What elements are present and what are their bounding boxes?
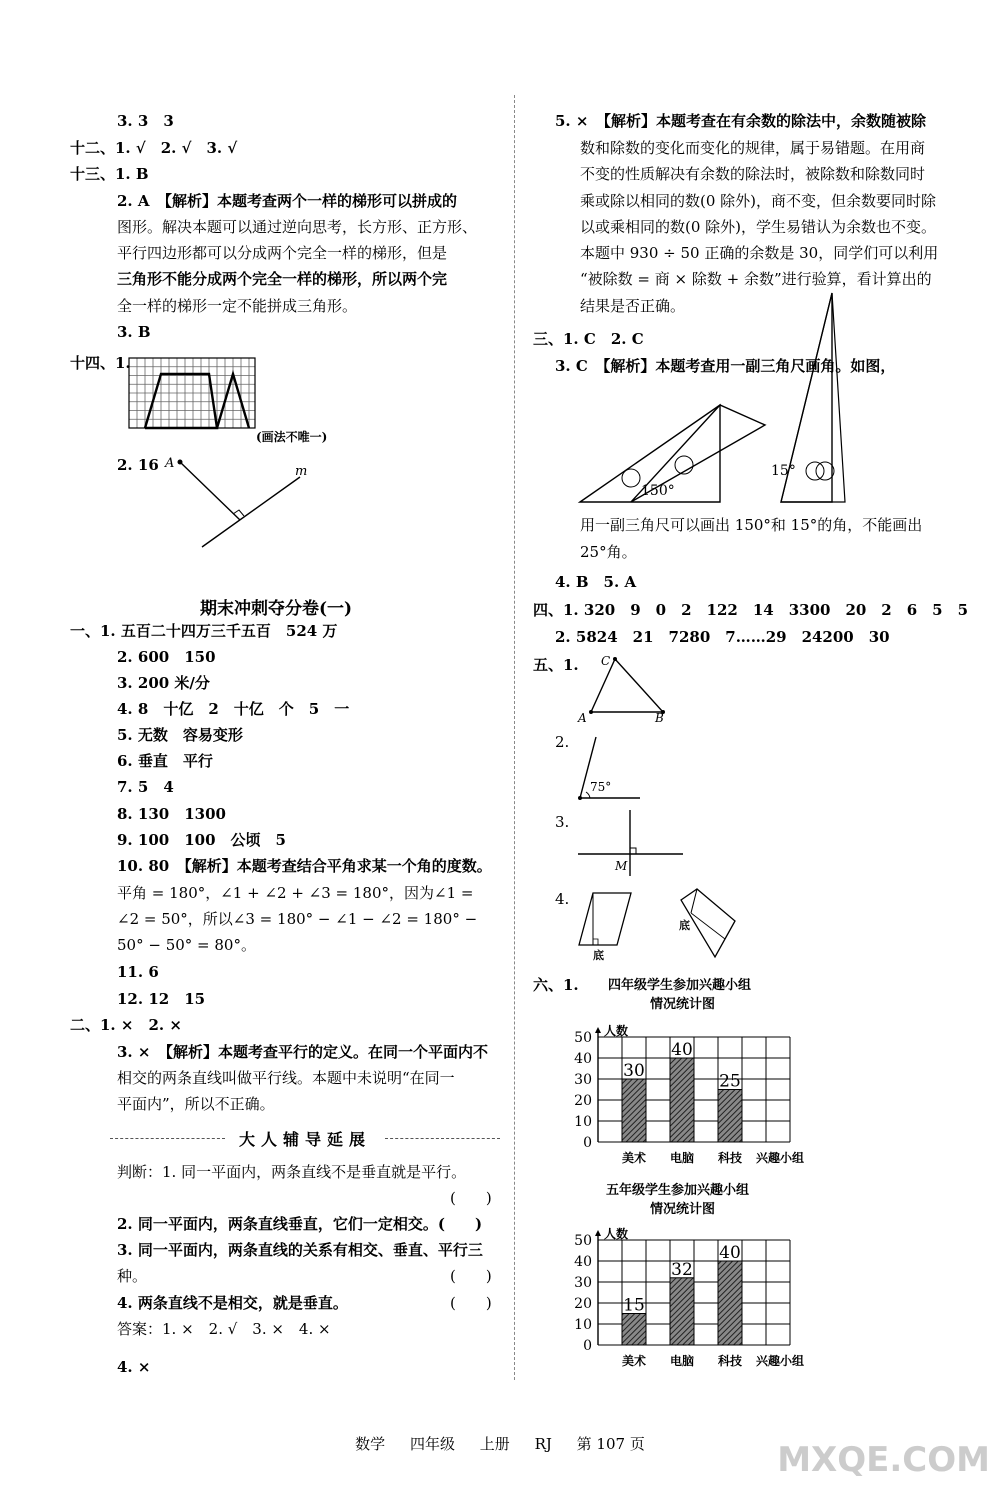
footer-grade: 四年级: [409, 1435, 455, 1453]
left-line: 3. B: [117, 323, 151, 341]
y-tick-label: 20: [574, 1093, 592, 1109]
left-line: 十二、1. √ 2. √ 3. √: [70, 139, 238, 157]
chart1-title-line1: 四年级学生参加兴趣小组: [608, 978, 752, 993]
left-line: 7. 5 4: [117, 778, 174, 796]
bar: [670, 1058, 694, 1142]
left-line: 5. 无数 容易变形: [117, 726, 243, 744]
left-line: 平行四边形都可以分成两个完全一样的梯形，但是: [117, 244, 448, 262]
category-label: 美术: [621, 1151, 647, 1165]
bar: [622, 1314, 646, 1346]
y-tick-label: 10: [574, 1317, 592, 1333]
vertex-b-label: B: [655, 711, 664, 724]
left-line: 一、1. 五百二十四万三千五百 524 万: [70, 622, 338, 640]
left-line: 8. 130 1300: [117, 805, 226, 823]
category-label: 电脑: [669, 1354, 695, 1368]
right-line: 本题中 930 ÷ 50 正确的余数是 30，同学们可以利用: [580, 244, 939, 262]
bar-value-label: 40: [719, 1243, 741, 1263]
footer-page: 第 107 页: [576, 1435, 645, 1453]
y-tick-label: 30: [574, 1072, 592, 1088]
left-line: 十四、1.: [70, 354, 131, 372]
right-line: 25°角。: [580, 543, 637, 561]
banner-rule-left: [110, 1138, 225, 1139]
left-line: 4. 8 十亿 2 十亿 个 5 一: [117, 700, 350, 718]
bar-value-label: 30: [623, 1061, 645, 1081]
right-line: 3.: [555, 813, 570, 831]
right-line: 用一副三角尺可以画出 150°和 15°的角，不能画出: [580, 516, 923, 534]
left-line: 图形。解决本题可以通过逆向思考，长方形、正方形、: [117, 218, 478, 236]
y-tick-label: 0: [583, 1135, 592, 1151]
right-line: 数和除数的变化而变化的规律，属于易错题。在用商: [580, 139, 926, 157]
left-line: 9. 100 100 公顷 5: [117, 831, 286, 849]
right-line: 2.: [555, 733, 570, 751]
left-line: 4. 两条直线不是相交，就是垂直。: [117, 1294, 348, 1312]
footer-subject: 数学: [355, 1435, 386, 1453]
angle-150-label: 150°: [641, 483, 675, 499]
heights-figure: [575, 885, 775, 963]
y-tick-label: 30: [574, 1275, 592, 1291]
right-line: 5. × 【解析】本题考查在有余数的除法中，余数随被除: [555, 112, 926, 130]
grid-note: (画法不唯一): [256, 430, 328, 444]
left-line: 6. 垂直 平行: [117, 752, 213, 770]
left-line: 平角 = 180°，∠1 + ∠2 + ∠3 = 180°，因为∠1 =: [117, 884, 474, 902]
bar-value-label: 40: [671, 1040, 693, 1060]
y-tick-label: 50: [574, 1030, 592, 1046]
extension-title: 大人辅导延展: [238, 1130, 371, 1149]
watermark: MXQE.COM: [777, 1440, 990, 1480]
y-tick-label: 40: [574, 1254, 592, 1270]
left-line: 二、1. × 2. ×: [70, 1016, 182, 1034]
right-line: 五、1.: [533, 656, 579, 674]
set-square-figure: [575, 275, 865, 510]
chart2-title-line2: 情况统计图: [650, 1202, 716, 1217]
left-line: ∠2 = 50°，所以∠3 = 180° − ∠1 − ∠2 = 180° −: [117, 910, 478, 928]
point-a-label: A: [165, 456, 175, 471]
right-line: 不变的性质解决有余数的除法时，被除数和除数同时: [580, 165, 926, 183]
triangle-abc-figure: [575, 652, 675, 724]
left-line: 平面内”，所以不正确。: [117, 1095, 275, 1113]
right-line: 乘或除以相同的数(0 除外)，商不变，但余数要同时除: [580, 192, 937, 210]
left-line: 2. 600 150: [117, 648, 216, 666]
left-line: 3. × 【解析】本题考查平行的定义。在同一个平面内不: [117, 1043, 488, 1061]
chart1-svg: [560, 1015, 840, 1170]
right-line: 2. 5824 21 7280 7……29 24200 30: [555, 628, 890, 646]
y-tick-label: 10: [574, 1114, 592, 1130]
right-line: 4. B 5. A: [555, 573, 637, 591]
bar: [718, 1090, 742, 1143]
bar-value-label: 15: [623, 1295, 645, 1316]
y-axis-arrow: [595, 1230, 601, 1236]
right-line: “被除数 = 商 × 除数 + 余数”进行验算，看计算出的: [580, 270, 932, 288]
footer-volume: 上册: [479, 1435, 510, 1453]
left-line: 50° − 50° = 80°。: [117, 936, 256, 954]
y-tick-label: 40: [574, 1051, 592, 1067]
left-line: ( ): [450, 1267, 492, 1285]
left-line: 3. 3 3: [117, 112, 174, 130]
left-line: 12. 12 15: [117, 990, 206, 1008]
y-axis-arrow: [595, 1027, 601, 1033]
right-line: 3. C 【解析】本题考查用一副三角尺画角。如图，: [555, 357, 896, 375]
trapezoid-shape: [145, 374, 217, 428]
left-line: 十三、1. B: [70, 165, 149, 183]
point-m-label: M: [615, 859, 628, 873]
bar-value-label: 32: [671, 1259, 693, 1280]
right-line: 4.: [555, 890, 570, 908]
base-label-2: 底: [679, 919, 690, 932]
line-m-label: m: [295, 464, 308, 479]
right-line: 结果是否正确。: [580, 297, 686, 315]
x-axis-label: 兴趣小组: [755, 1354, 805, 1368]
y-axis-label: 人数: [604, 1024, 629, 1038]
bar: [670, 1278, 694, 1345]
right-line: 以或乘相同的数(0 除外)，学生易错认为余数也不变。: [580, 218, 937, 236]
left-line: 全一样的梯形一定不能拼成三角形。: [117, 297, 358, 315]
grid-figure: [128, 357, 368, 447]
bar: [622, 1079, 646, 1142]
category-label: 电脑: [669, 1151, 695, 1165]
vertex-a-label: A: [578, 711, 587, 724]
perpendicular-m-figure: [575, 808, 690, 880]
left-line: 种。: [117, 1267, 148, 1285]
angle-75-label: 75°: [590, 780, 612, 794]
left-line: 三角形不能分成两个完全一样的梯形，所以两个完: [117, 270, 448, 288]
banner-rule-right: [385, 1138, 500, 1139]
left-line: 判断：1. 同一平面内，两条直线不是垂直就是平行。: [117, 1163, 467, 1181]
left-line: 11. 6: [117, 963, 159, 981]
section-heading: 期末冲刺夺分卷(一): [200, 599, 353, 619]
right-line: 六、1.: [533, 976, 579, 994]
right-line: 四、1. 320 9 0 2 122 14 3300 20 2 6 5 5: [533, 601, 969, 619]
base-label-1: 底: [593, 949, 604, 962]
category-label: 美术: [621, 1354, 647, 1368]
category-label: 科技: [717, 1354, 743, 1368]
right-line: 三、1. C 2. C: [533, 330, 644, 348]
left-line: 2. 16: [117, 456, 159, 474]
y-axis-label: 人数: [604, 1227, 629, 1241]
category-label: 科技: [717, 1151, 743, 1165]
perpendicular-figure: [160, 455, 320, 555]
y-tick-label: 50: [574, 1233, 592, 1249]
left-line: 4. ×: [117, 1358, 151, 1376]
left-line: 3. 200 米/分: [117, 674, 210, 692]
x-axis-label: 兴趣小组: [755, 1151, 805, 1165]
chart2-title-line1: 五年级学生参加兴趣小组: [606, 1183, 750, 1198]
y-tick-label: 0: [583, 1338, 592, 1354]
chart1-title-line2: 情况统计图: [650, 997, 716, 1012]
left-line: 10. 80 【解析】本题考查结合平角求某一个角的度数。: [117, 857, 492, 875]
angle-15-label: 15°: [771, 463, 796, 479]
left-line: 2. A 【解析】本题考查两个一样的梯形可以拼成的: [117, 192, 458, 210]
left-line: 相交的两条直线叫做平行线。本题中未说明“在同一: [117, 1069, 455, 1087]
extension-banner: [110, 1127, 500, 1149]
footer-edition: RJ: [534, 1435, 552, 1453]
bar: [718, 1261, 742, 1345]
chart2-svg: [560, 1218, 840, 1373]
vertex-c-label: C: [601, 654, 611, 668]
left-line: 2. 同一平面内，两条直线垂直，它们一定相交。( ): [117, 1215, 483, 1233]
left-line: 3. 同一平面内，两条直线的关系有相交、垂直、平行三: [117, 1241, 483, 1259]
column-divider: [514, 95, 515, 1380]
left-line: ( ): [450, 1294, 492, 1312]
left-line: 答案：1. × 2. √ 3. × 4. ×: [117, 1320, 331, 1338]
left-line: ( ): [450, 1189, 492, 1207]
y-tick-label: 20: [574, 1296, 592, 1312]
bar-value-label: 25: [719, 1071, 741, 1092]
angle-75-figure: [570, 732, 670, 802]
